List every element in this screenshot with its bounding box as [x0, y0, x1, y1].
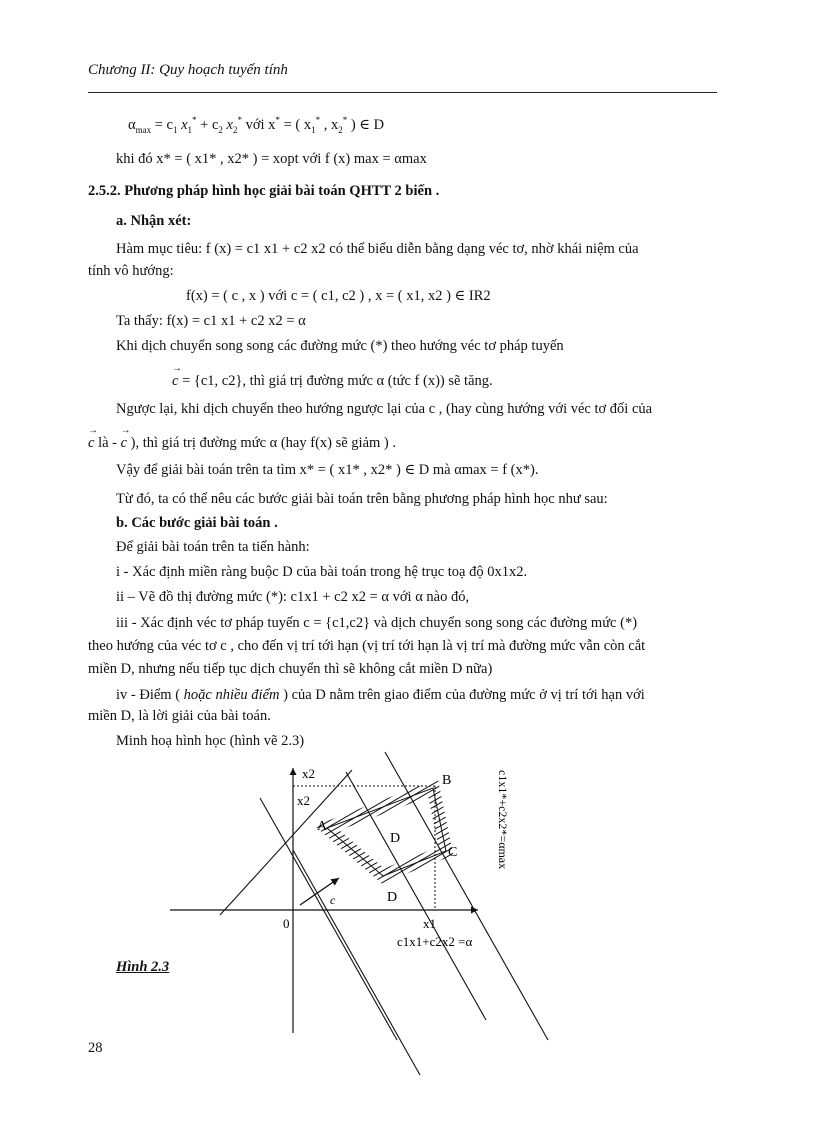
step-3-line-3: miền D, nhưng nếu tiếp tục dịch chuyển thì sẽ không cắt miền D nữa)	[88, 661, 493, 677]
region-d-label-2: D	[387, 890, 398, 905]
step-4-line-2: miền D, là lời giải của bài toán.	[88, 708, 271, 724]
point-a-label: A	[317, 819, 328, 834]
paragraph-proceed: Để giải bài toán trên ta tiến hành:	[116, 539, 310, 555]
paragraph-illustration: Minh hoạ hình học (hình vẽ 2.3)	[116, 733, 305, 749]
section-heading: 2.5.2. Phương pháp hình học giải bài toán QHTT 2 biến .	[88, 183, 440, 199]
region-d-border	[327, 788, 446, 876]
point-c-label: C	[448, 845, 458, 860]
figure-caption: Hình 2.3	[116, 959, 170, 975]
subheading-steps: b. Các bước giải bài toán .	[116, 515, 278, 531]
vector-c-label: c	[330, 893, 336, 907]
alpha-max-formula: $\alpha_{max} = c_1$ $x_1^* + c_2$ $x_2^*$ với x* = ( $x_1^*$ , $x_2^*$ ) ∈ D	[128, 115, 385, 135]
subheading-remark: a. Nhận xét:	[116, 213, 192, 229]
step-2: ii – Vẽ đồ thị đường mức (*): c1x1 + c2 x2 = α với α nào đó,	[116, 589, 470, 605]
step-3-line-2: theo hướng của véc tơ c , cho đến vị trí tới hạn (vị trí tới hạn là vị trí mà đường mức vẫn còn cắt	[88, 638, 646, 654]
x2-star-label: x2	[297, 793, 310, 808]
axis-x2-label: x2	[302, 766, 315, 781]
point-b-label: B	[442, 773, 452, 788]
paragraph-shift: Khi dịch chuyển song song các đường mức (*) theo hướng véc tơ pháp tuyến	[116, 338, 564, 354]
paragraph-objective-cont: tính vô hướng:	[88, 263, 174, 279]
paragraph-find-optimum: Vậy để giải bài toán trên ta tìm x* = ( x1* , x2* ) ∈ D mà αmax = f (x*).	[116, 462, 539, 478]
x1-star-label: x1	[423, 916, 436, 931]
level-line-label: c1x1+c2x2 =α	[397, 934, 473, 949]
page-number: 28	[88, 1040, 103, 1056]
max-line-label: c1x1*+c2x2*=αmax	[496, 770, 510, 870]
region-d-label-1: D	[390, 831, 401, 846]
paragraph-increase: → c = {c1, c2}, thì giá trị đường mức α (tức f (x)) sẽ tăng.	[172, 372, 493, 390]
step-3-line-1: iii - Xác định véc tơ pháp tuyến c = {c1,c2} và dịch chuyển song song các đường mức (*)	[116, 615, 638, 631]
chapter-header: Chương II: Quy hoạch tuyến tính	[88, 62, 288, 78]
origin-label: 0	[283, 916, 290, 931]
level-line-equation: Ta thấy: f(x) = c1 x1 + c2 x2 = α	[116, 313, 306, 329]
step-1: i - Xác định miền ràng buộc D của bài toán trong hệ trục toạ độ 0x1x2.	[116, 564, 528, 580]
paragraph-decrease: → c là - → c ), thì giá trị đường mức α (hay f(x) sẽ giảm ) .	[88, 434, 396, 452]
level-line-2	[293, 850, 420, 1075]
optimal-definition: khi đó x* = ( x1* , x2* ) = xopt với f (x) max = αmax	[116, 151, 427, 167]
paragraph-steps-intro: Từ đó, ta có thể nêu các bước giải bài toán trên bằng phương pháp hình học như sau:	[116, 491, 608, 507]
scalar-product-formula: f(x) = ( c , x ) với c = ( c1, c2 ) , x = ( x1, x2 ) ∈ IR2	[186, 288, 491, 304]
paragraph-opposite: Ngược lại, khi dịch chuyển theo hướng ngược lại của c , (hay cùng hướng với véc tơ đối của	[116, 401, 653, 417]
step-4-line-1: iv - Điểm ( hoặc nhiều điểm ) của D nằm trên giao điểm của đường mức ở vị trí tới hạn với	[116, 687, 645, 703]
paragraph-objective: Hàm mục tiêu: f (x) = c1 x1 + c2 x2 có thể biểu diễn bằng dạng véc tơ, nhờ khái niệm của	[116, 241, 639, 257]
